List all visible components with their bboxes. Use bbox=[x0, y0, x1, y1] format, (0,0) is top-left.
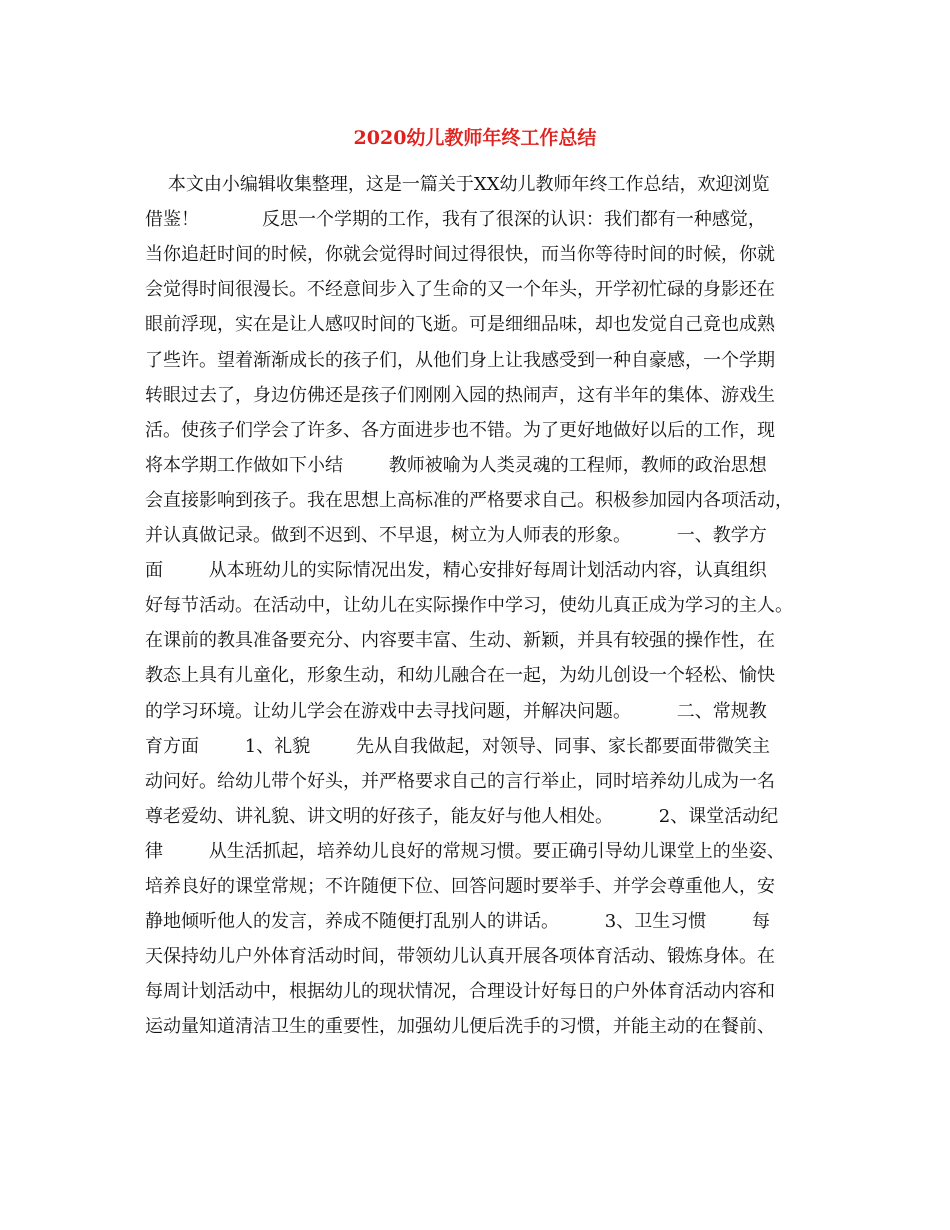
body-line: 育方面 1、礼貌 先从自我做起，对领导、同事、家长都要面带微笑主 bbox=[145, 735, 770, 757]
body-line: 将本学期工作做如下小结 教师被喻为人类灵魂的工程师，教师的政治思想 bbox=[145, 454, 767, 476]
body-line: 并认真做记录。做到不迟到、不早退，树立为人师表的形象。 一、教学方 bbox=[145, 525, 767, 546]
body-line: 了些许。望着渐渐成长的孩子们，从他们身上让我感受到一种自豪感，一个学期 bbox=[145, 349, 775, 371]
document-title: 2020幼儿教师年终工作总结 bbox=[353, 127, 597, 149]
body-line: 转眼过去了，身边仿佛还是孩子们刚刚入园的热闹声，这有半年的集体、游戏生 bbox=[145, 384, 775, 406]
body-line: 静地倾听他人的发言，养成不随便打乱别人的讲话。 3、卫生习惯 每 bbox=[145, 911, 770, 933]
body-line: 在课前的教具准备要充分、内容要丰富、生动、新颖，并具有较强的操作性，在 bbox=[145, 630, 775, 652]
body-line: 运动量知道清洁卫生的重要性，加强幼儿便后洗手的习惯，并能主动的在餐前、 bbox=[145, 1016, 775, 1038]
body-line: 当你追赶时间的时候，你就会觉得时间过得很快，而当你等待时间的时候，你就 bbox=[145, 244, 775, 266]
body-line: 的学习环境。让幼儿学会在游戏中去寻找问题，并解决问题。 二、常规教 bbox=[145, 700, 767, 722]
body-line: 尊老爱幼、讲礼貌、讲文明的好孩子，能友好与他人相处。 2、课堂活动纪 bbox=[145, 805, 779, 827]
body-line: 活。使孩子们学会了许多、各方面进步也不错。为了更好地做好以后的工作，现 bbox=[145, 419, 775, 441]
body-line: 本文由小编辑收集整理，这是一篇关于XX幼儿教师年终工作总结，欢迎浏览 bbox=[145, 174, 770, 195]
body-line: 眼前浮现，实在是让人感叹时间的飞逝。可是细细品味，却也发觉自己竟也成熟 bbox=[145, 314, 775, 336]
body-line: 培养良好的课堂常规；不许随便下位、回答问题时要举手、并学会尊重他人，安 bbox=[145, 876, 775, 897]
body-line: 律 从生活抓起，培养幼儿良好的常规习惯。要正确引导幼儿课堂上的坐姿、 bbox=[145, 840, 785, 862]
body-line: 天保持幼儿户外体育活动时间，带领幼儿认真开展各项体育活动、锻炼身体。在 bbox=[145, 946, 775, 968]
body-line: 每周计划活动中，根据幼儿的现状情况，合理设计好每日的户外体育活动内容和 bbox=[145, 981, 775, 1003]
body-line: 动问好。给幼儿带个好头，并严格要求自己的言行举止，同时培养幼儿成为一名 bbox=[145, 770, 775, 792]
body-line: 面 从本班幼儿的实际情况出发，精心安排好每周计划活动内容，认真组织 bbox=[145, 560, 767, 582]
body-line: 教态上具有儿童化，形象生动，和幼儿融合在一起，为幼儿创设一个轻松、愉快 bbox=[145, 665, 775, 687]
body-line: 好每节活动。在活动中，让幼儿在实际操作中学习，使幼儿真正成为学习的主人。 bbox=[145, 595, 793, 617]
body-line: 会直接影响到孩子。我在思想上高标准的严格要求自己。积极参加园内各项活动， bbox=[145, 489, 793, 511]
body-line: 借鉴！ 反思一个学期的工作，我有了很深的认识：我们都有一种感觉， bbox=[145, 209, 766, 231]
body-line: 会觉得时间很漫长。不经意间步入了生命的又一个年头，开学初忙碌的身影还在 bbox=[145, 279, 775, 301]
